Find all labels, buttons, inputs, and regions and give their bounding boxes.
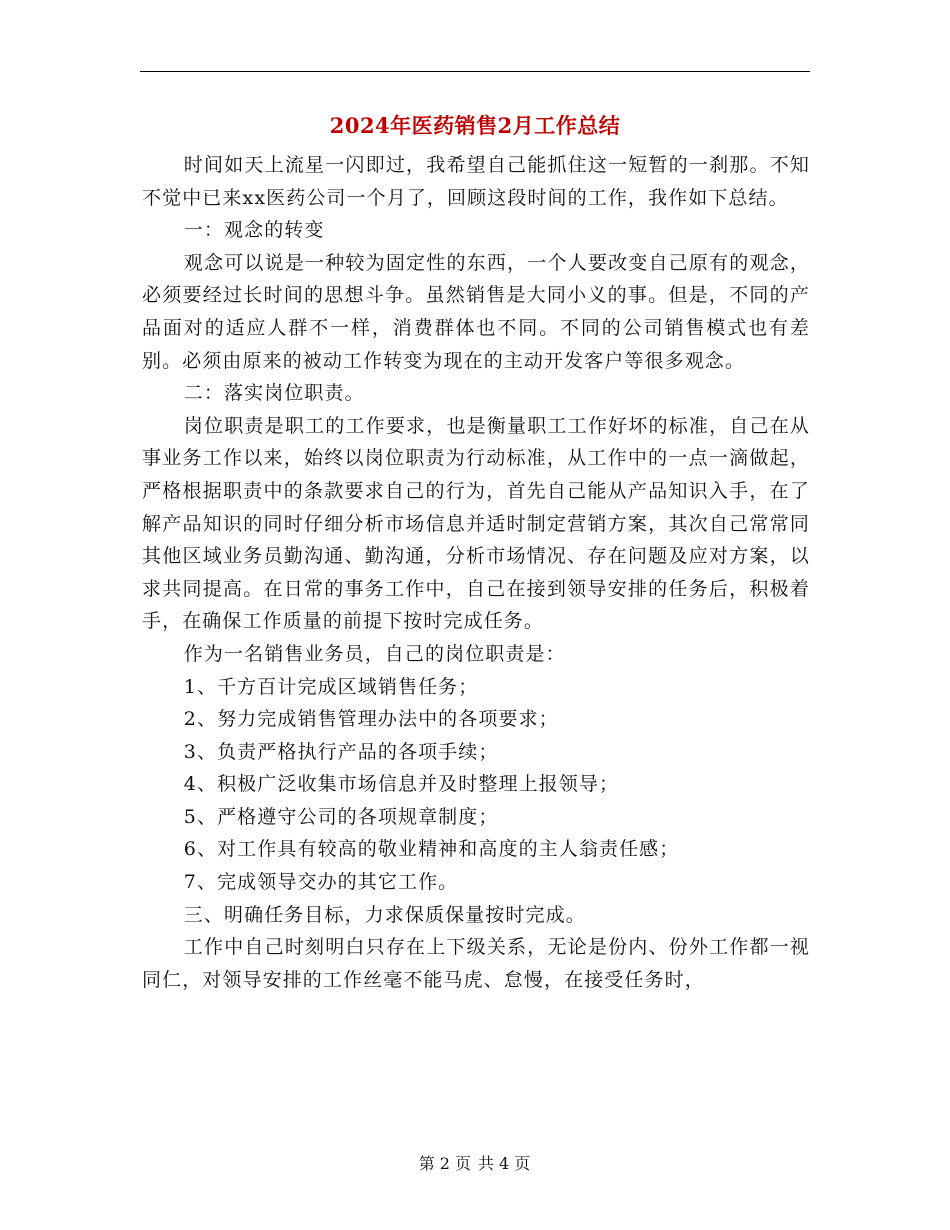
document-title: 2024年医药销售2月工作总结 bbox=[329, 113, 621, 138]
page-footer bbox=[0, 1152, 950, 1176]
paragraph-duties-intro: 作为一名销售业务员，自己的岗位职责是： bbox=[183, 642, 566, 665]
paragraph-section-1: 观念可以说是一种较为固定性的东西，一个人要改变自己原有的观念，必须要经过长时间的思想斗争。虽然销售是大同小义的事。但是，不同的产品面对的适应人群不一样，消费群体也不同。不同的公司销售模式也有差别。必须由原来的被动工作转变为现在的主动开发客户等很多观念。 bbox=[142, 251, 810, 372]
footer-suffix: 页 bbox=[514, 1154, 532, 1173]
footer-total-pages: 4 bbox=[499, 1154, 511, 1173]
list-item-duty-4: 4、积极广泛收集市场信息并及时整理上报领导； bbox=[183, 773, 620, 796]
heading-section-2: 二：落实岗位职责。 bbox=[183, 382, 365, 405]
list-item-duty-6: 6、对工作具有较高的敬业精神和高度的主人翁责任感； bbox=[183, 838, 680, 861]
paragraph-intro: 时间如天上流星一闪即过，我希望自己能抓住这一短暂的一刹那。不知不觉中已来xx医药公司一个月了，回顾这段时间的工作，我作如下总结。 bbox=[142, 154, 810, 209]
paragraph-section-3: 工作中自己时刻明白只存在上下级关系，无论是份内、份外工作都一视同仁，对领导安排的工作丝毫不能马虎、怠慢，在接受任务时， bbox=[142, 936, 810, 991]
list-item-duty-2: 2、努力完成销售管理办法中的各项要求； bbox=[183, 708, 559, 731]
list-item-duty-5: 5、严格遵守公司的各项规章制度； bbox=[183, 805, 499, 828]
document-body bbox=[142, 149, 810, 996]
heading-section-1: 一：观念的转变 bbox=[183, 219, 325, 242]
footer-middle: 页 共 bbox=[454, 1154, 496, 1173]
list-item-duty-3: 3、负责严格执行产品的各项手续； bbox=[183, 740, 499, 763]
paragraph-section-2: 岗位职责是职工的工作要求，也是衡量职工工作好坏的标准，自己在从事业务工作以来，始终以岗位职责为行动标准，从工作中的一点一滴做起，严格根据职责中的条款要求自己的行为，首先自己能从产品知识入手，在了解产品知识的同时仔细分析市场信息并适时制定营销方案，其次自己常常同其他区域业务员勤沟通、勤沟通，分析市场情况、存在问题及应对方案，以求共同提高。在日常的事务工作中，自己在接到领导安排的任务后，积极着手，在确保工作质量的前提下按时完成任务。 bbox=[142, 414, 810, 633]
list-item-duty-1: 1、千方百计完成区域销售任务； bbox=[183, 675, 479, 698]
list-item-duty-7: 7、完成领导交办的其它工作。 bbox=[183, 871, 459, 894]
footer-prefix: 第 bbox=[418, 1154, 436, 1173]
header-rule bbox=[140, 71, 810, 72]
footer-page-number: 2 bbox=[439, 1154, 451, 1173]
heading-section-3: 三、明确任务目标，力求保质保量按时完成。 bbox=[183, 903, 586, 926]
